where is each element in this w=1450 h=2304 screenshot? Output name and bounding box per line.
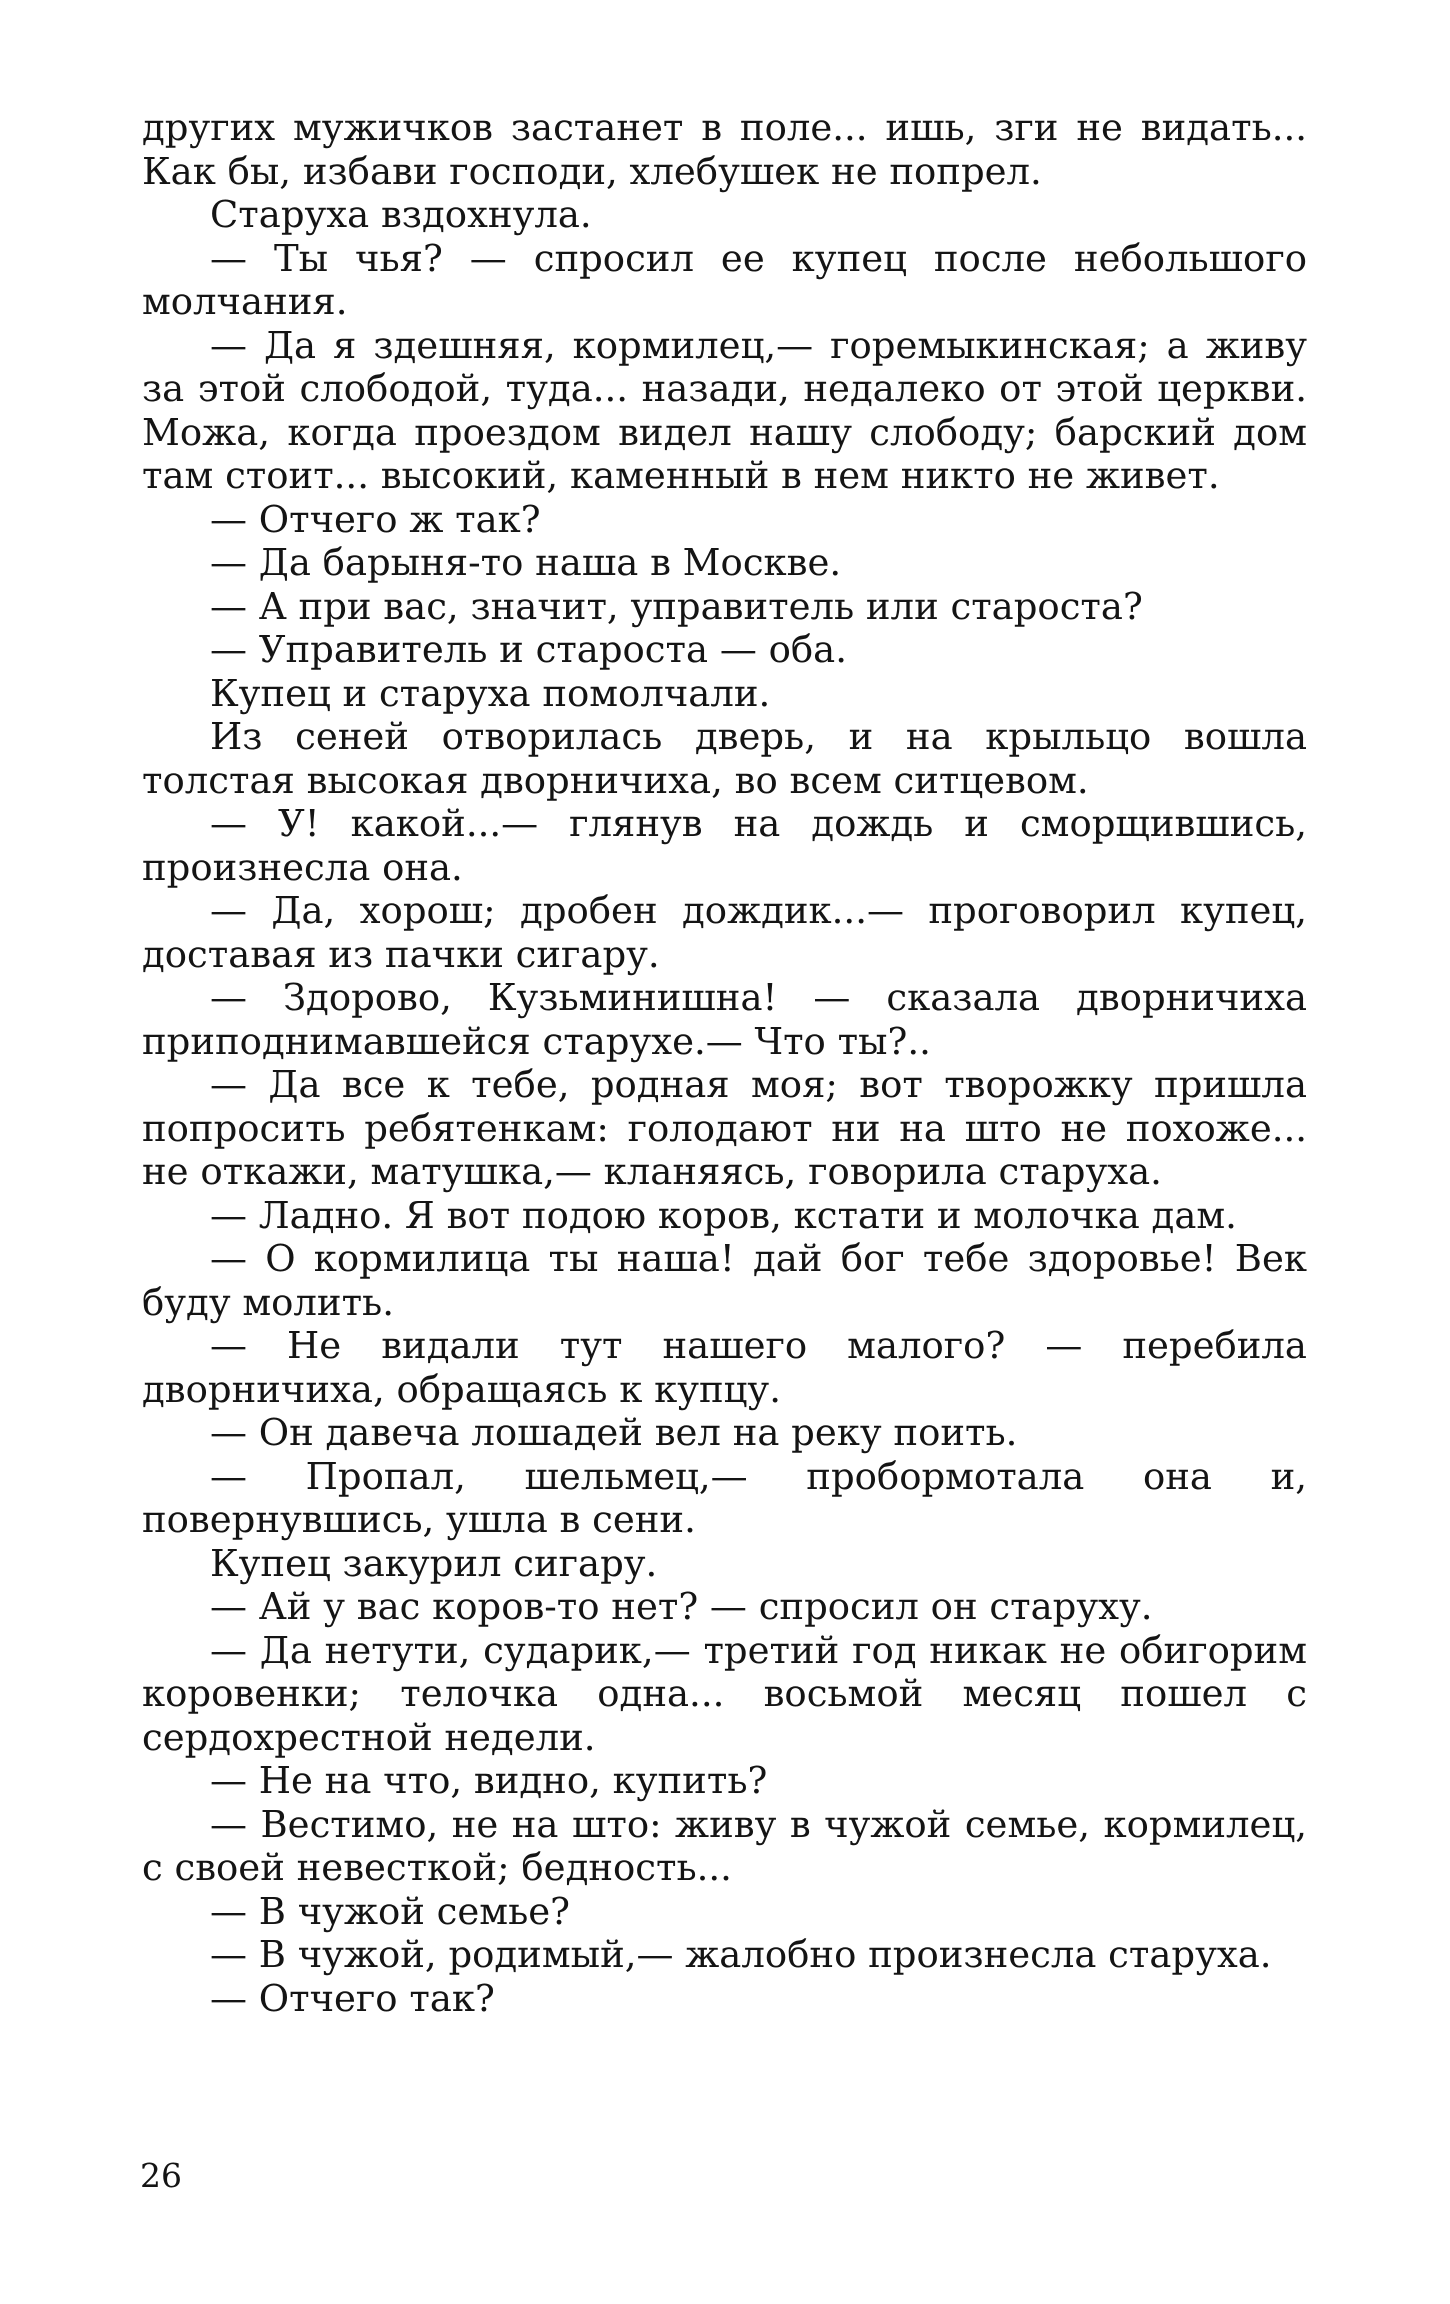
paragraph: — Здорово, Кузьминишна! — сказала дворничиха приподнимавшейся старухе.— Что ты?.. — [142, 976, 1307, 1063]
page-body — [142, 106, 1307, 2020]
page-number: 26 — [140, 2156, 182, 2195]
paragraph: — Да все к тебе, родная моя; вот творожку пришла попросить ребятенкам: голодают ни на што не похоже... не откажи, матушка,— кланяясь, говорила старуха. — [142, 1063, 1307, 1193]
paragraph: — Ладно. Я вот подою коров, кстати и молочка дам. — [210, 1193, 1237, 1237]
paragraph: — Не на что, видно, купить? — [210, 1759, 768, 1802]
paragraph: Купец и старуха помолчали. — [210, 671, 771, 715]
paragraph: — Да я здешняя, кормилец,— горемыкинская; а живу за этой слободой, туда... назади, недалеко от этой церкви. Можа, когда проездом видел нашу слободу; барский дом там стоит... высокий, каменный в нем никто не живет. — [142, 323, 1307, 497]
paragraph: — У! какой...— глянув на дождь и сморщившись, произнесла она. — [142, 802, 1307, 889]
paragraph: Купец закурил сигару. — [210, 1541, 658, 1585]
paragraph: Старуха вздохнула. — [210, 193, 592, 236]
paragraph: — Вестимо, не на што: живу в чужой семье, кормилец, с своей невесткой; бедность... — [142, 1802, 1307, 1889]
paragraph: — Ты чья? — спросил ее купец после небольшого молчания. — [142, 236, 1307, 323]
paragraph: — В чужой семье? — [210, 1889, 570, 1933]
paragraph: — Отчего ж так? — [210, 497, 541, 541]
paragraph: — Отчего так? — [210, 1976, 495, 2020]
paragraph: — Ай у вас коров-то нет? — спросил он старуху. — [210, 1585, 1153, 1628]
paragraph: — Да барыня-то наша в Москве. — [210, 541, 842, 584]
paragraph: — А при вас, значит, управитель или староста? — [210, 584, 1143, 628]
paragraph: — Он давеча лошадей вел на реку поить. — [210, 1411, 1018, 1454]
paragraph: Из сеней отворилась дверь, и на крыльцо вошла толстая высокая дворничиха, во всем ситцевом. — [142, 715, 1307, 802]
paragraph: — Пропал, шельмец,— пробормотала она и, повернувшись, ушла в сени. — [142, 1454, 1307, 1541]
paragraph: — Да, хорош; дробен дождик...— проговорил купец, доставая из пачки сигару. — [142, 889, 1307, 976]
paragraph: — Да нетути, сударик,— третий год никак не обигорим коровенки; телочка одна... восьмой месяц пошел с сердохрестной недели. — [142, 1628, 1307, 1759]
paragraph: — О кормилица ты наша! дай бог тебе здоровье! Век буду молить. — [142, 1237, 1307, 1324]
paragraph: — Не видали тут нашего малого? — перебила дворничиха, обращаясь к купцу. — [142, 1324, 1307, 1411]
paragraph: — Управитель и староста — оба. — [210, 628, 847, 671]
paragraph: — В чужой, родимый,— жалобно произнесла старуха. — [210, 1933, 1272, 1976]
paragraph: других мужичков застанет в поле... ишь, зги не видать... Как бы, избави господи, хлебушек не попрел. — [142, 106, 1307, 193]
